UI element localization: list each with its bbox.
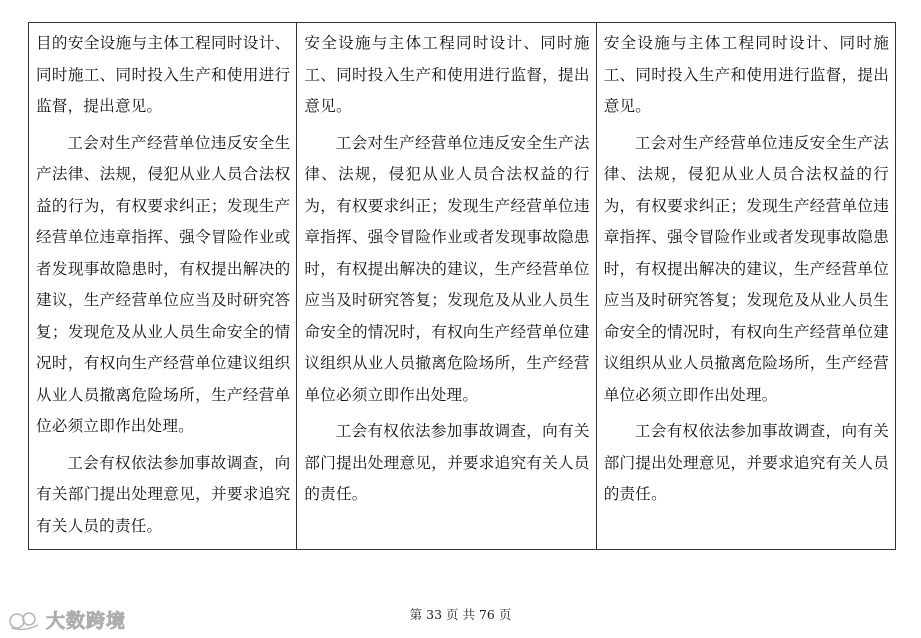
column-2-paragraph-3: 工会有权依法参加事故调查，向有关部门提出处理意见，并要求追究有关人员的责任。 [304,422,590,503]
column-1-paragraph-2: 工会对生产经营单位违反安全生产法律、法规，侵犯从业人员合法权益的行为，有权要求纠正；发现生产经营单位违章指挥、强令冒险作业或者发现事故隐患时，有权提出解决的建议，生产经营单位应当及时研究答复；发现危及从业人员生命安全的情况时，有权向生产经营单位建议组织从业人员撤离危险场所，生产经营单位必须立即作出处理。 [36,133,291,435]
column-1-paragraph-3: 工会有权依法参加事故调查，向有关部门提出处理意见，并要求追究有关人员的责任。 [36,453,291,535]
table-column-3 [596,23,895,549]
page-number: 第 33 页 共 76 页 [409,607,512,622]
column-2-paragraph-1: 安全设施与主体工程同时设计、同时施工、同时投入生产和使用进行监督，提出意见。 [304,34,590,115]
column-3-paragraph-1: 安全设施与主体工程同时设计、同时施工、同时投入生产和使用进行监督，提出意见。 [603,34,890,115]
column-3-paragraph-2: 工会对生产经营单位违反安全生产法律、法规，侵犯从业人员合法权益的行为，有权要求纠正；发现生产经营单位违章指挥、强令冒险作业或者发现事故隐患时，有权提出解决的建议，生产经营单位应当及时研究答复；发现危及从业人员生命安全的情况时，有权向生产经营单位建议组织从业人员撤离危险场所，生产经营单位必须立即作出处理。 [603,133,890,404]
watermark-text: 大数跨境 [46,610,127,632]
table-column-2 [296,23,595,549]
column-1-paragraph-1: 目的安全设施与主体工程同时设计、同时施工、同时投入生产和使用进行监督，提出意见。 [36,34,291,115]
column-2-paragraph-2: 工会对生产经营单位违反安全生产法律、法规，侵犯从业人员合法权益的行为，有权要求纠正；发现生产经营单位违章指挥、强令冒险作业或者发现事故隐患时，有权提出解决的建议，生产经营单位应当及时研究答复；发现危及从业人员生命安全的情况时，有权向生产经营单位建议组织从业人员撤离危险场所，生产经营单位必须立即作出处理。 [304,133,590,404]
column-3-paragraph-3: 工会有权依法参加事故调查，向有关部门提出处理意见，并要求追究有关人员的责任。 [603,422,890,503]
comparison-table [28,22,896,550]
table-column-1 [29,23,296,549]
